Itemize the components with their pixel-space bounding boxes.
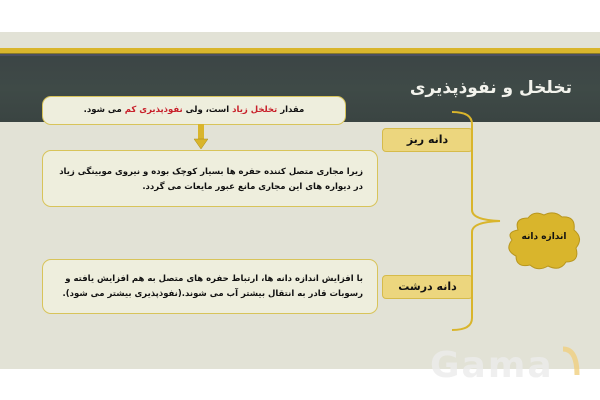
tag-fine-grain: دانه ریز	[382, 128, 473, 152]
down-arrow-icon	[194, 124, 208, 150]
statement-box	[42, 96, 346, 125]
tag-coarse-grain: دانه درشت	[382, 275, 473, 299]
coarse-grain-explanation: با افزایش اندازه دانه ها، ارتباط حفره های متصل به هم افزایش یافته و رسوبات قادر به انتقال بیشتر آب می شوند.(نفوذپذیری بیشتر می شود).	[62, 274, 363, 299]
watermark-accent-icon	[561, 345, 581, 380]
statement-highlight-porosity: تخلخل زیاد	[232, 105, 278, 115]
statement-middle: است، ولی	[182, 105, 233, 115]
statement-highlight-permeability: نفوذپذیری کم	[124, 105, 183, 115]
curly-brace-icon	[450, 110, 510, 332]
statement-suffix: می شود.	[83, 105, 125, 115]
watermark-logo: Gama	[430, 345, 554, 386]
slide-title: تخلخل و نفوذپذیری	[409, 78, 572, 98]
fine-grain-explanation: زیرا مجاری متصل کننده حفره ها بسیار کوچک بوده و نیروی مویینگی زیاد در دیواره های این مجاری مانع عبور مایعات می گردد.	[59, 167, 363, 192]
fine-grain-explanation-box	[42, 150, 378, 207]
cloud-label: اندازه دانه	[521, 232, 567, 242]
statement-prefix: مقدار	[277, 105, 305, 115]
coarse-grain-explanation-box	[42, 259, 378, 314]
